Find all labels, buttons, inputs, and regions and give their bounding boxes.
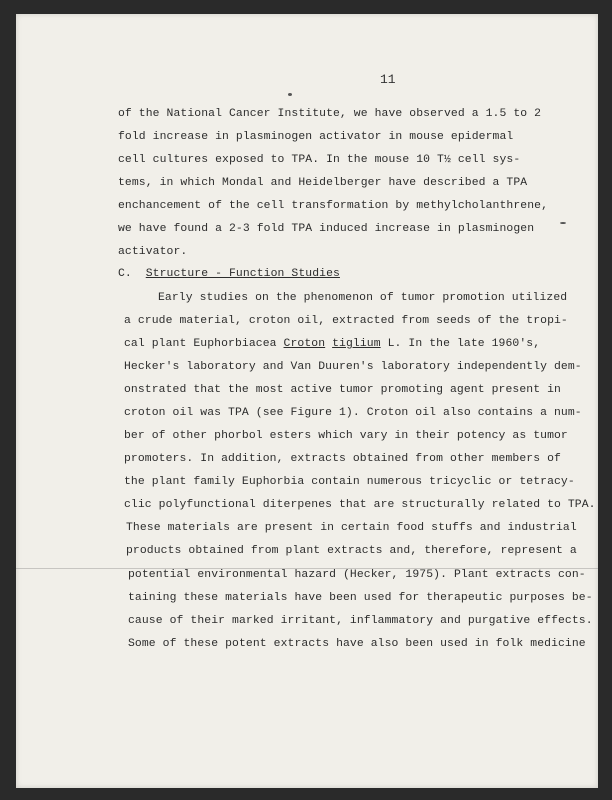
text-line: activator.: [118, 246, 188, 258]
species-name: tiglium: [332, 338, 381, 350]
text-line: Early studies on the phenomenon of tumor promotion utilized: [158, 292, 568, 304]
page-number: 11: [380, 72, 396, 87]
text-line: potential environmental hazard (Hecker, 1975). Plant extracts con-: [128, 569, 586, 581]
section-heading: [118, 268, 340, 280]
text-line: ber of other phorbol esters which vary in their potency as tumor: [124, 430, 568, 442]
text-line: enchancement of the cell transformation by methylcholanthrene,: [118, 200, 549, 212]
text-line: products obtained from plant extracts and, therefore, represent a: [126, 545, 577, 557]
scan-speck: [288, 93, 292, 96]
genus-name: Croton: [283, 338, 326, 350]
text-line: the plant family Euphorbia contain numerous tricyclic or tetracy-: [124, 476, 575, 488]
text-line: clic polyfunctional diterpenes that are structurally related to TPA.: [124, 499, 596, 511]
text-fragment: L. In the late 1960's,: [380, 338, 541, 350]
text-line: we have found a 2-3 fold TPA induced increase in plasminogen: [118, 223, 535, 235]
text-line: croton oil was TPA (see Figure 1). Croton oil also contains a num-: [124, 407, 582, 419]
section-letter: C.: [118, 268, 132, 280]
scan-speck: [560, 222, 566, 224]
text-line: onstrated that the most active tumor promoting agent present in: [124, 384, 561, 396]
text-line: cell cultures exposed to TPA. In the mouse 10 T½ cell sys-: [118, 154, 521, 166]
text-line: fold increase in plasminogen activator in mouse epidermal: [118, 131, 514, 143]
text-line: Some of these potent extracts have also been used in folk medicine: [128, 638, 586, 650]
text-line: cause of their marked irritant, inflammatory and purgative effects.: [128, 615, 593, 627]
text-line: taining these materials have been used for therapeutic purposes be-: [128, 592, 593, 604]
text-line: Hecker's laboratory and Van Duuren's laboratory independently dem-: [124, 361, 582, 373]
text-fragment: cal plant Euphorbiacea: [124, 338, 284, 350]
text-line: [124, 338, 540, 350]
text-line: tems, in which Mondal and Heidelberger have described a TPA: [118, 177, 528, 189]
text-line: These materials are present in certain food stuffs and industrial: [126, 522, 577, 534]
text-line: of the National Cancer Institute, we have observed a 1.5 to 2: [118, 108, 542, 120]
text-line: promoters. In addition, extracts obtained from other members of: [124, 453, 561, 465]
section-title: Structure - Function Studies: [145, 268, 340, 280]
text-line: a crude material, croton oil, extracted from seeds of the tropi-: [124, 315, 568, 327]
